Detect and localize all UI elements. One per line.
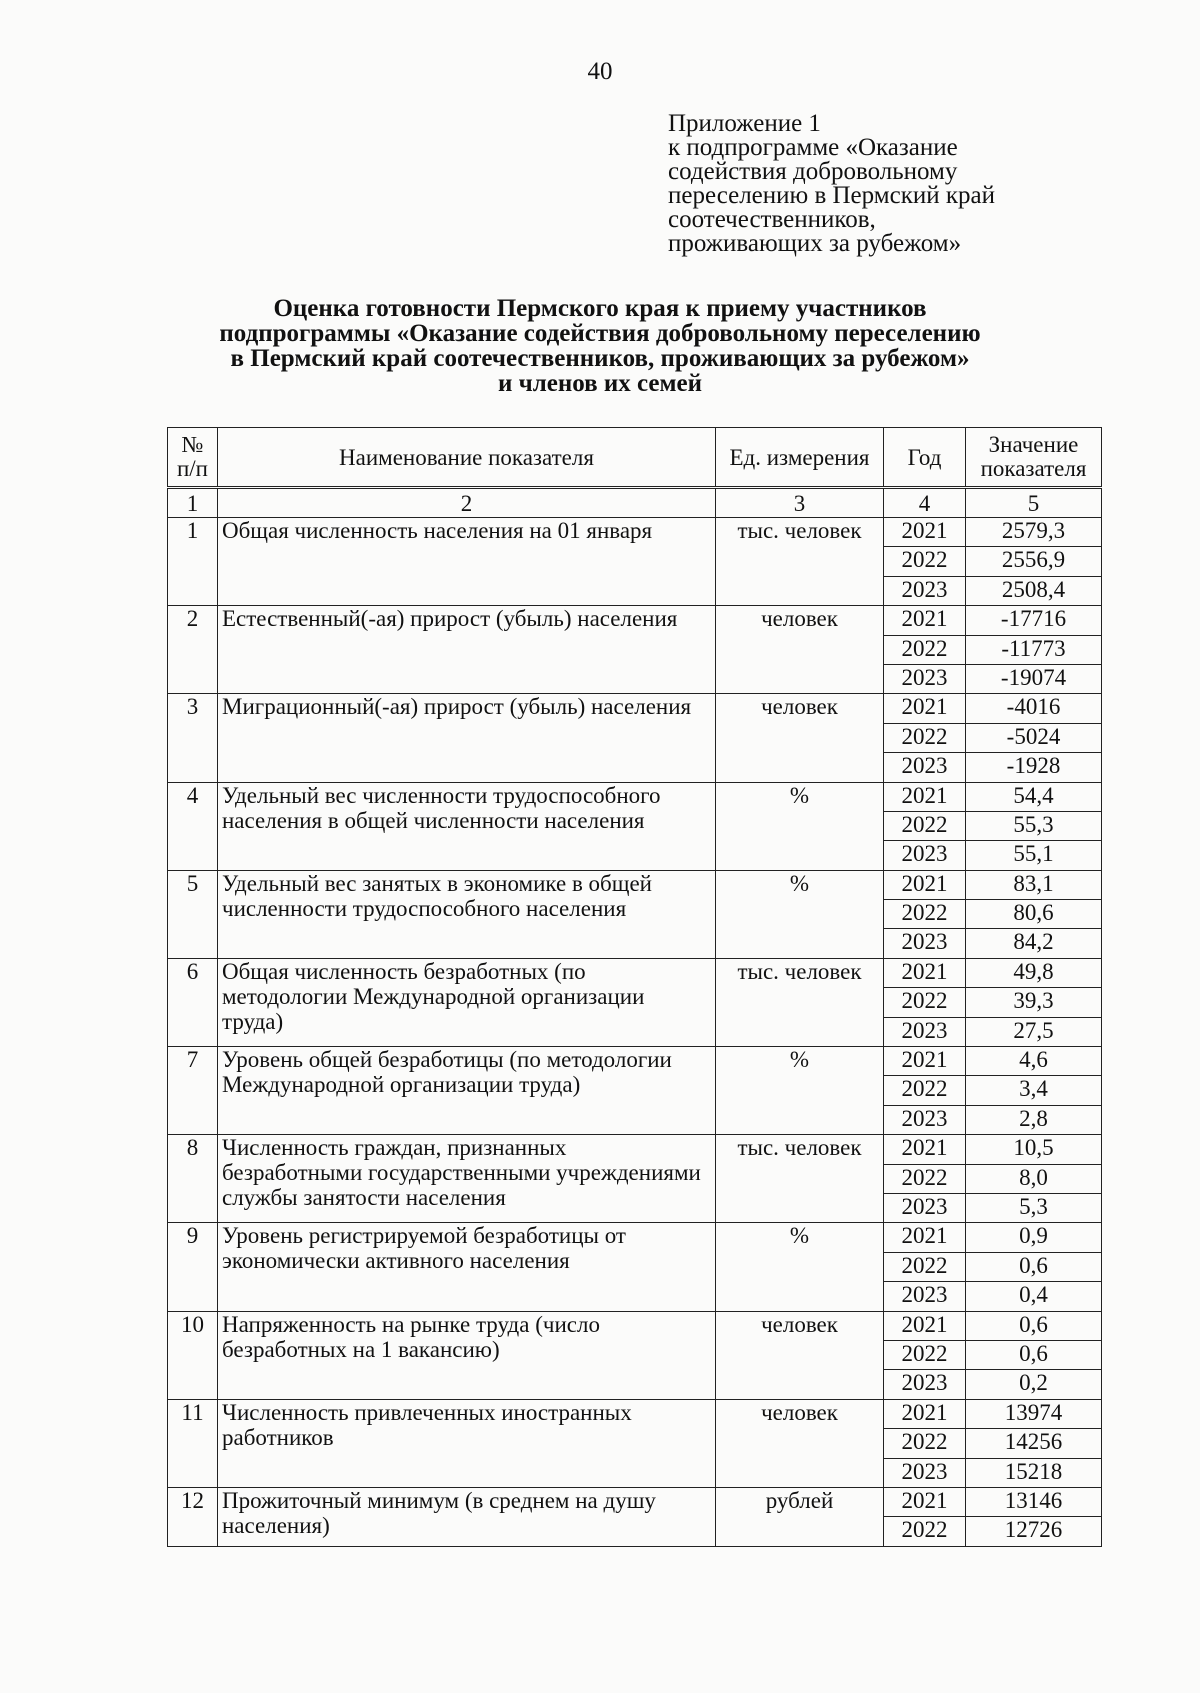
table-row [168,782,1102,811]
year-cell: 2021 [884,1135,966,1164]
unit-of-measure: % [716,782,884,870]
value-cell: 15218 [966,1458,1102,1487]
year-cell: 2021 [884,870,966,899]
appendix-line: соотечественников, [668,206,876,233]
table-row [168,1135,1102,1164]
header-year: Год [884,428,966,488]
year-cell: 2023 [884,1105,966,1134]
year-cell: 2022 [884,1429,966,1458]
year-cell: 2022 [884,900,966,929]
column-number: 5 [966,488,1102,518]
value-cell: 49,8 [966,958,1102,987]
value-cell: 12726 [966,1517,1102,1546]
indicator-name: Численность граждан, признанных безработными государственными учреждениями службы занятости населения [218,1135,716,1223]
year-cell: 2023 [884,841,966,870]
value-cell: 13146 [966,1487,1102,1516]
table-row [168,1487,1102,1516]
value-cell: 0,6 [966,1311,1102,1340]
year-cell: 2023 [884,576,966,605]
year-cell: 2021 [884,606,966,635]
row-number: 2 [168,606,218,694]
value-cell: 10,5 [966,1135,1102,1164]
value-cell: 13974 [966,1399,1102,1428]
value-cell: 3,4 [966,1076,1102,1105]
year-cell: 2022 [884,1164,966,1193]
year-cell: 2023 [884,1370,966,1399]
table-row [168,518,1102,547]
appendix-note [668,112,1108,256]
row-number: 11 [168,1399,218,1487]
year-cell: 2023 [884,1458,966,1487]
table-header-row [168,428,1102,488]
header-number: № п/п [168,428,218,488]
page-number: 40 [587,58,613,85]
column-number: 1 [168,488,218,518]
indicator-name: Общая численность населения на 01 января [218,518,716,606]
table-row [168,958,1102,987]
table-row [168,870,1102,899]
unit-of-measure: рублей [716,1487,884,1546]
table-row [168,1311,1102,1340]
year-cell: 2022 [884,811,966,840]
table-row [168,606,1102,635]
row-number: 7 [168,1047,218,1135]
indicator-name: Удельный вес занятых в экономике в общей численности трудоспособного населения [218,870,716,958]
appendix-line: Приложение 1 [668,110,821,137]
value-cell: -17716 [966,606,1102,635]
unit-of-measure: % [716,870,884,958]
year-cell: 2022 [884,723,966,752]
row-number: 3 [168,694,218,782]
year-cell: 2022 [884,1076,966,1105]
year-cell: 2023 [884,664,966,693]
table-body [168,518,1102,1547]
indicator-name: Уровень регистрируемой безработицы от экономически активного населения [218,1223,716,1311]
value-cell: 55,1 [966,841,1102,870]
row-number: 10 [168,1311,218,1399]
indicator-name: Естественный(-ая) прирост (убыль) населения [218,606,716,694]
year-cell: 2022 [884,635,966,664]
value-cell: 8,0 [966,1164,1102,1193]
year-cell: 2023 [884,1017,966,1046]
row-number: 8 [168,1135,218,1223]
table-row [168,1399,1102,1428]
year-cell: 2022 [884,988,966,1017]
value-cell: 55,3 [966,811,1102,840]
column-number: 2 [218,488,716,518]
year-cell: 2021 [884,1047,966,1076]
value-cell: 84,2 [966,929,1102,958]
value-cell: 2,8 [966,1105,1102,1134]
document-title [0,296,1200,396]
value-cell: -1928 [966,753,1102,782]
column-number-row [168,488,1102,518]
unit-of-measure: человек [716,1311,884,1399]
year-cell: 2021 [884,1223,966,1252]
value-cell: -11773 [966,635,1102,664]
title-line: подпрограммы «Оказание содействия добровольному переселению [219,320,981,347]
table-row [168,694,1102,723]
year-cell: 2023 [884,929,966,958]
year-cell: 2021 [884,694,966,723]
value-cell: 83,1 [966,870,1102,899]
value-cell: -4016 [966,694,1102,723]
unit-of-measure: человек [716,606,884,694]
value-cell: 80,6 [966,900,1102,929]
header-unit: Ед. измерения [716,428,884,488]
value-cell: 0,4 [966,1282,1102,1311]
header-indicator-name: Наименование показателя [218,428,716,488]
value-cell: 39,3 [966,988,1102,1017]
indicator-name: Напряженность на рынке труда (число безработных на 1 вакансию) [218,1311,716,1399]
value-cell: -19074 [966,664,1102,693]
year-cell: 2021 [884,1487,966,1516]
value-cell: 14256 [966,1429,1102,1458]
indicator-name: Прожиточный минимум (в среднем на душу населения) [218,1487,716,1546]
indicator-name: Общая численность безработных (по методологии Международной организации труда) [218,958,716,1046]
year-cell: 2022 [884,1340,966,1369]
unit-of-measure: % [716,1223,884,1311]
column-number: 3 [716,488,884,518]
value-cell: 5,3 [966,1193,1102,1222]
row-number: 4 [168,782,218,870]
year-cell: 2021 [884,782,966,811]
table-row [168,1223,1102,1252]
year-cell: 2023 [884,1193,966,1222]
appendix-line: к подпрограмме «Оказание [668,134,958,161]
year-cell: 2021 [884,518,966,547]
year-cell: 2022 [884,1517,966,1546]
year-cell: 2022 [884,547,966,576]
value-cell: 0,6 [966,1340,1102,1369]
title-line: и членов их семей [497,370,703,397]
value-cell: 2556,9 [966,547,1102,576]
row-number: 6 [168,958,218,1046]
value-cell: 4,6 [966,1047,1102,1076]
value-cell: 0,9 [966,1223,1102,1252]
value-cell: 0,2 [966,1370,1102,1399]
title-line: в Пермский край соотечественников, проживающих за рубежом» [230,345,970,372]
year-cell: 2021 [884,958,966,987]
row-number: 9 [168,1223,218,1311]
indicator-name: Удельный вес численности трудоспособного населения в общей численности населения [218,782,716,870]
value-cell: 54,4 [966,782,1102,811]
row-number: 1 [168,518,218,606]
indicator-name: Миграционный(-ая) прирост (убыль) населения [218,694,716,782]
year-cell: 2022 [884,1252,966,1281]
indicators-table [167,427,1102,1547]
value-cell: 0,6 [966,1252,1102,1281]
year-cell: 2023 [884,753,966,782]
unit-of-measure: % [716,1047,884,1135]
value-cell: 2579,3 [966,518,1102,547]
unit-of-measure: тыс. человек [716,958,884,1046]
value-cell: 27,5 [966,1017,1102,1046]
unit-of-measure: человек [716,1399,884,1487]
column-number: 4 [884,488,966,518]
appendix-line: переселению в Пермский край [668,182,995,209]
appendix-line: содействия добровольному [668,158,958,185]
year-cell: 2023 [884,1282,966,1311]
indicator-name: Уровень общей безработицы (по методологии Международной организации труда) [218,1047,716,1135]
row-number: 5 [168,870,218,958]
title-line: Оценка готовности Пермского края к приему участников [273,295,927,322]
value-cell: 2508,4 [966,576,1102,605]
unit-of-measure: человек [716,694,884,782]
indicator-name: Численность привлеченных иностранных работников [218,1399,716,1487]
year-cell: 2021 [884,1311,966,1340]
year-cell: 2021 [884,1399,966,1428]
appendix-line: проживающих за рубежом» [668,230,962,257]
unit-of-measure: тыс. человек [716,1135,884,1223]
header-value: Значение показателя [966,428,1102,488]
unit-of-measure: тыс. человек [716,518,884,606]
table-row [168,1047,1102,1076]
value-cell: -5024 [966,723,1102,752]
row-number: 12 [168,1487,218,1546]
